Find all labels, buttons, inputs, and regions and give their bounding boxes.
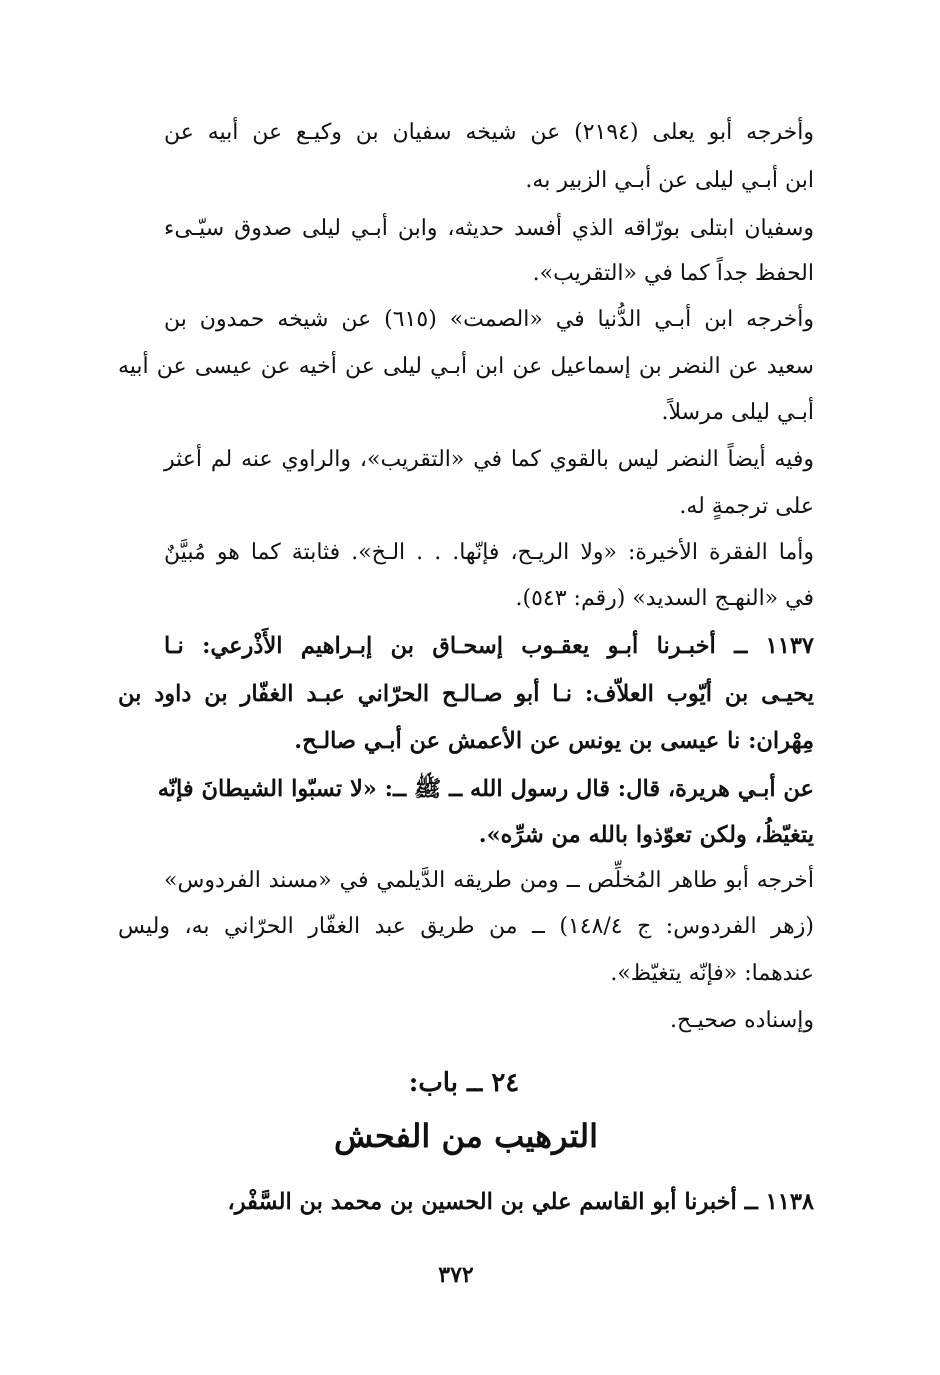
text-line: وأخرجه ابن أبـي الدُّنيا في «الصمت» (٦١٥) عن شيخه حمدون بن — [164, 307, 814, 332]
page-number: ٣٧٢ — [438, 1262, 474, 1288]
text-line: ابن أبـي ليلى عن أبـي الزبير به. — [525, 168, 814, 193]
text-line: وسفيان ابتلى بورّاقه الذي أفسد حديثه، وابن أبـي ليلى صدوق سيّـىء — [164, 216, 814, 241]
hadith-isnad-line: يحيـى بن أيّوب العلاّف: نـا أبو صـالـح الحرّاني عبـد الغفّار بن داود بن — [118, 681, 814, 707]
text-line: وإسناده صحيـح. — [670, 1008, 814, 1033]
text-line: عندهما: «فإنّه يتغيّظ». — [610, 961, 814, 986]
text-line: سعيد عن النضر بن إسماعيل عن ابن أبـي ليلى عن أخيه عن عيسى عن أبيه — [118, 354, 814, 379]
text-line: وفيه أيضاً النضر ليس بالقوي كما في «التقريب»، والراوي عنه لم أعثر — [164, 447, 814, 472]
chapter-number: ٢٤ ــ باب: — [408, 1068, 520, 1098]
text-line: أبـي ليلى مرسلاً. — [661, 400, 814, 425]
hadith-isnad-line: ١١٣٨ ــ أخبرنا أبو القاسم علي بن الحسين بن محمد بن السَّفْر، — [227, 1189, 814, 1215]
hadith-isnad-line: ١١٣٧ ــ أخبـرنا أبـو يعقـوب إسحـاق بن إبـراهيم الأَذْرعي: نـا — [164, 633, 814, 659]
text-line: (زهر الفردوس: ج ١٤٨/٤) ــ من طريق عبد الغفّار الحرّاني به، وليس — [118, 914, 814, 939]
text-line: وأخرجه أبو يعلى (٢١٩٤) عن شيخه سفيان بن وكيـع عن أبيه عن — [164, 120, 814, 145]
text-line: في «النهـج السديد» (رقم: ٥٤٣). — [515, 586, 814, 611]
hadith-matn-line: يتغيّظُ، ولكن تعوّذوا بالله من شرِّه». — [478, 822, 814, 848]
hadith-matn-line: عن أبـي هريرة، قال: قال رسول الله ــ ﷺ ــ: «لا تسبّوا الشيطانَ فإنّه — [157, 776, 814, 802]
text-line: الحفظ جداً كما في «التقريب». — [532, 261, 814, 286]
text-line: على ترجمةٍ له. — [679, 494, 814, 519]
text-line: أخرجه أبو طاهر المُخلِّص ــ ومن طريقه الدَّيلمي في «مسند الفردوس» — [164, 868, 814, 893]
hadith-isnad-line: مِهْران: نا عيسى بن يونس عن الأعمش عن أبـي صالـح. — [294, 728, 814, 754]
text-line: وأما الفقرة الأخيرة: «ولا الريـح، فإنّها. . . الـخ». فثابتة كما هو مُبيَّنٌ — [164, 540, 814, 565]
chapter-title: الترهيب من الفحش — [334, 1117, 598, 1155]
